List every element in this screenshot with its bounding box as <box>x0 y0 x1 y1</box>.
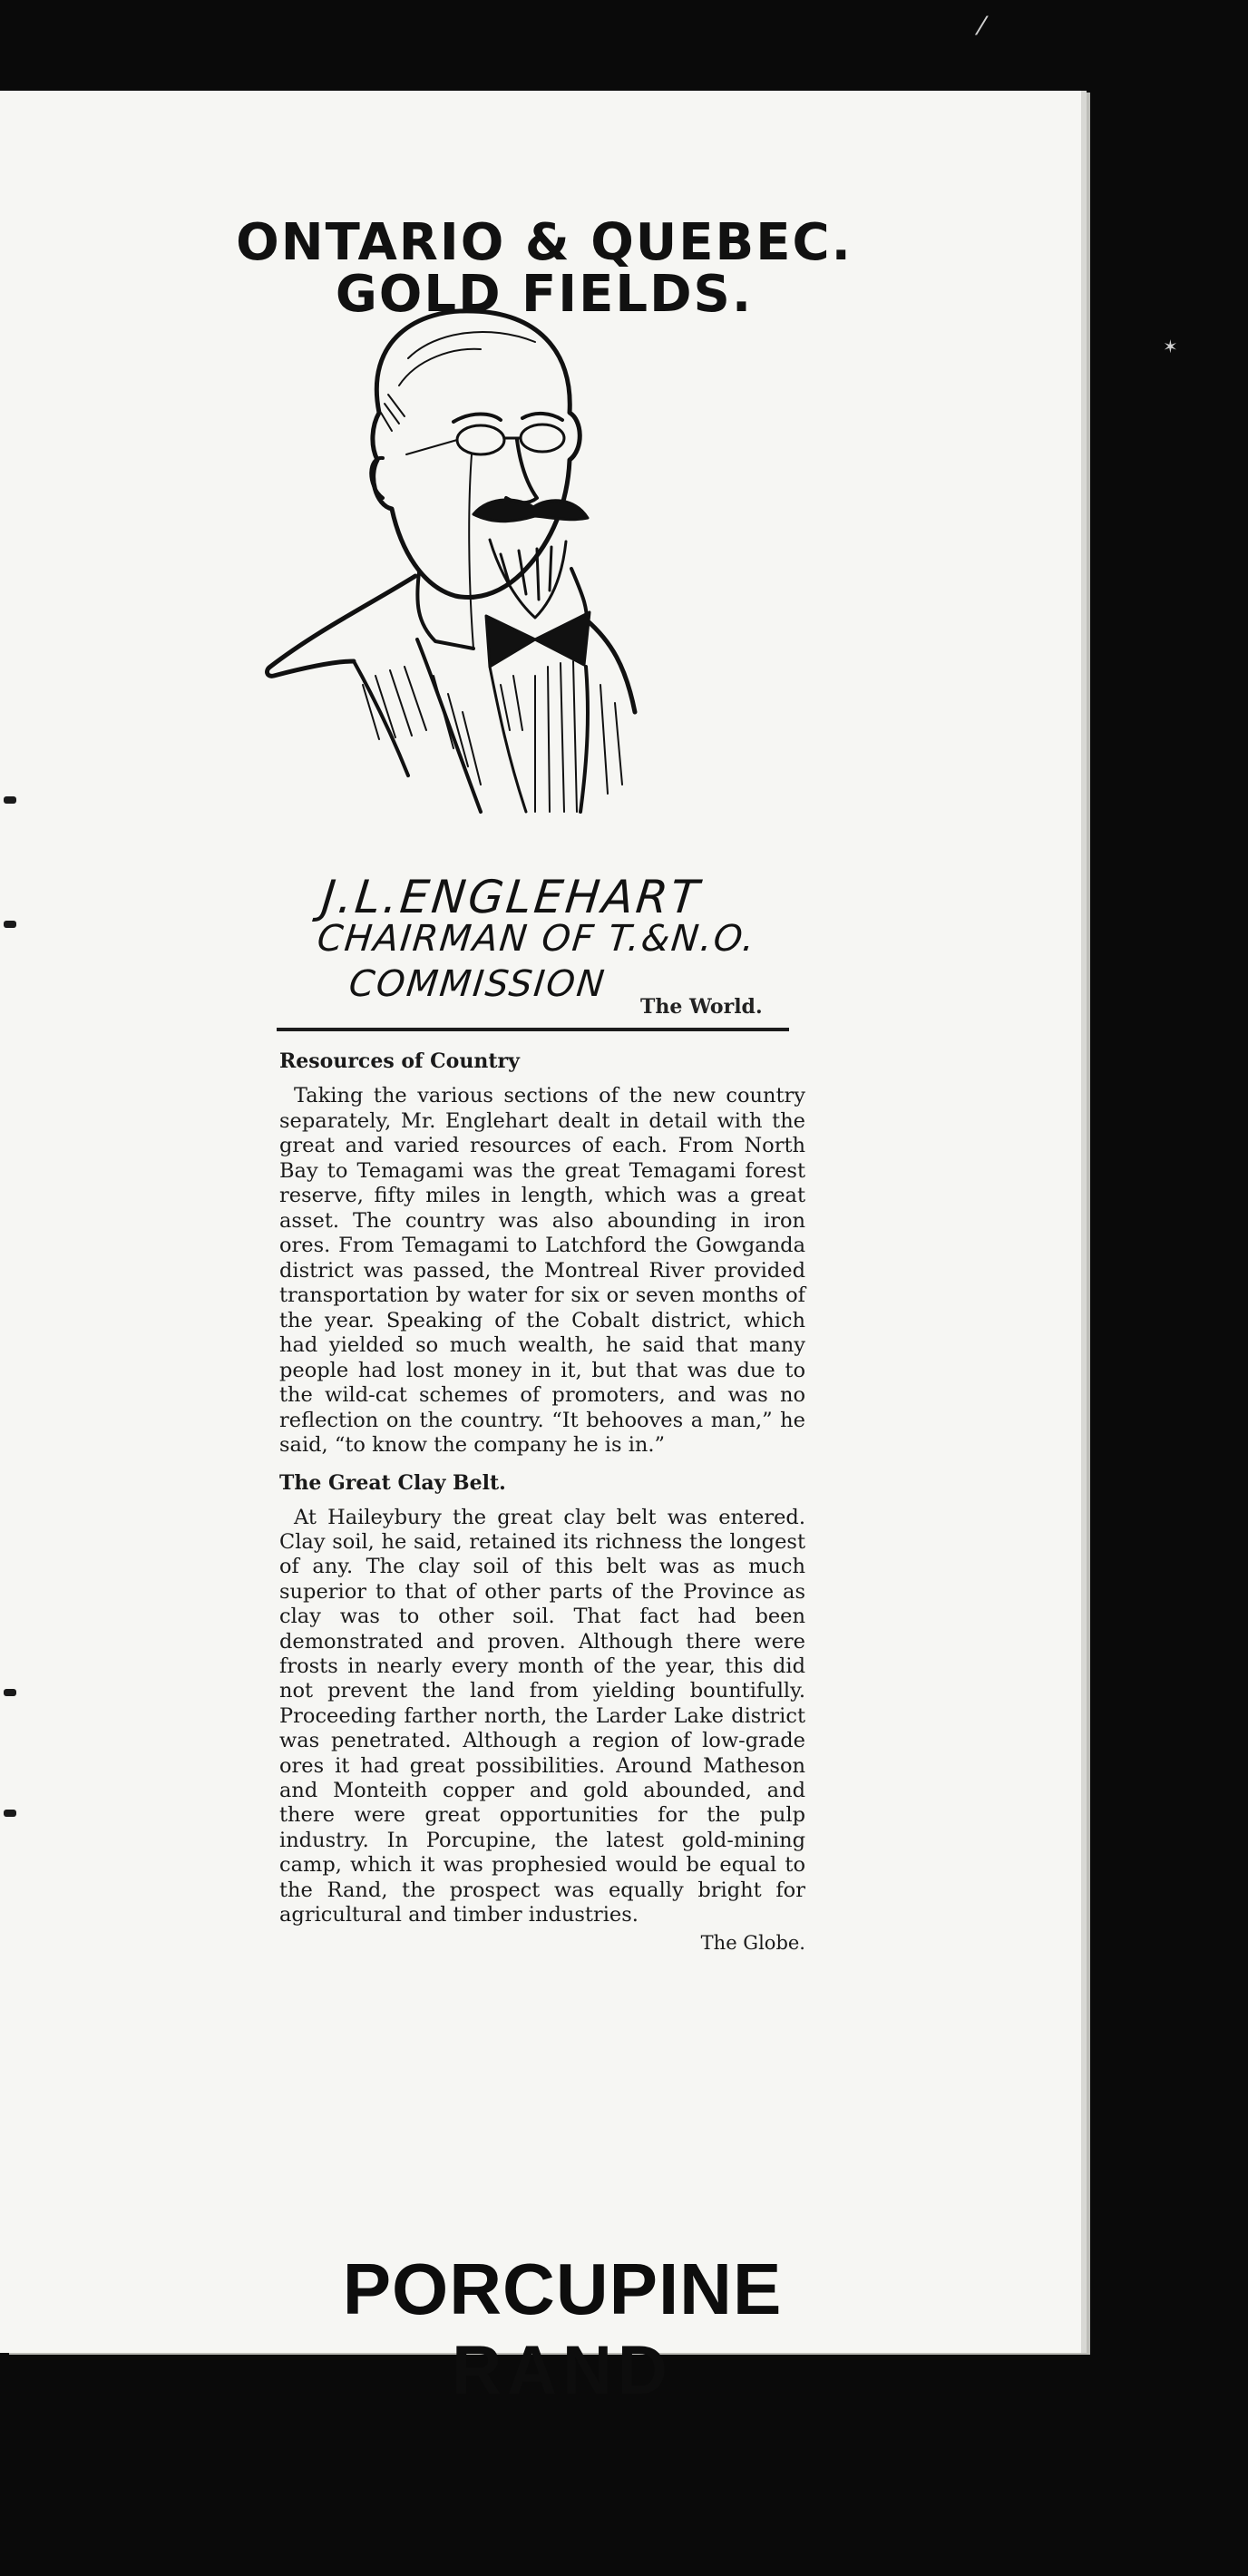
binding-mark <box>4 1810 16 1817</box>
source-credit-globe: The Globe. <box>700 1932 805 1955</box>
article-column <box>279 1048 805 1955</box>
headline-line1: ONTARIO & QUEBEC. <box>236 213 853 272</box>
scan-speck: ✶ <box>1163 336 1178 357</box>
headline-line2: GOLD FIELDS. <box>335 265 754 324</box>
binding-mark <box>4 796 16 804</box>
portrait-caption-body: COMMISSION <box>346 963 609 1005</box>
section-paragraph: Taking the various sections of the new country separately, Mr. Englehart dealt in detail with the great and varied resources of each. From North Bay to Temagami was the great Temagami forest reserve, fifty miles in length, which was a great asset. The country was also abounding in iron ores. From Temagami to Latchford the Gowganda district was passed, the Montreal River provided transportation by water for six or seven months of the year. Speaking of the Cobalt district, which had yielded so much wealth, he said that many people had lost money in it, but that was due to the wild-cat schemes of promoters, and was no reflection on the country. “It behooves a man,” he said, “to know the company he is in.” <box>279 1084 805 1457</box>
binding-mark <box>4 921 16 928</box>
section-heading: The Great Clay Belt. <box>279 1470 506 1495</box>
scan-speck: ⁄ <box>980 11 984 41</box>
divider-rule <box>277 1028 789 1031</box>
portrait-caption-name: J.L.ENGLEHART <box>318 871 704 923</box>
source-credit-world: The World. <box>640 995 763 1019</box>
clipping-page <box>0 91 1081 2409</box>
binding-mark <box>4 1689 16 1696</box>
section-heading: Resources of Country <box>279 1049 520 1073</box>
section-paragraph: At Haileybury the great clay belt was entered. Clay soil, he said, retained its richness the longest of any. The clay soil of this belt was as much superior to that of other parts of the Province as clay was to other soil. That fact had been demonstrated and proven. Although there were frosts in nearly every month of the year, this did not prevent the land from yielding bountifully. Proceeding farther north, the Larder Lake district was penetrated. Although a region of low-grade ores it had great possibilities. Around Matheson and Monteith copper and gold abounded, and there were great opportunities for the pulp industry. In Porcupine, the latest gold-mining camp, which it was prophesied would be equal to the Rand, the prospect was equally bright for agricultural and timber industries. <box>279 1505 805 1927</box>
portrait-caption-title: CHAIRMAN OF T.&N.O. <box>315 918 758 960</box>
footer-line2: RAND <box>452 2332 673 2409</box>
footer-line1: PORCUPINE <box>342 2249 783 2329</box>
portrait-illustration <box>263 304 662 839</box>
